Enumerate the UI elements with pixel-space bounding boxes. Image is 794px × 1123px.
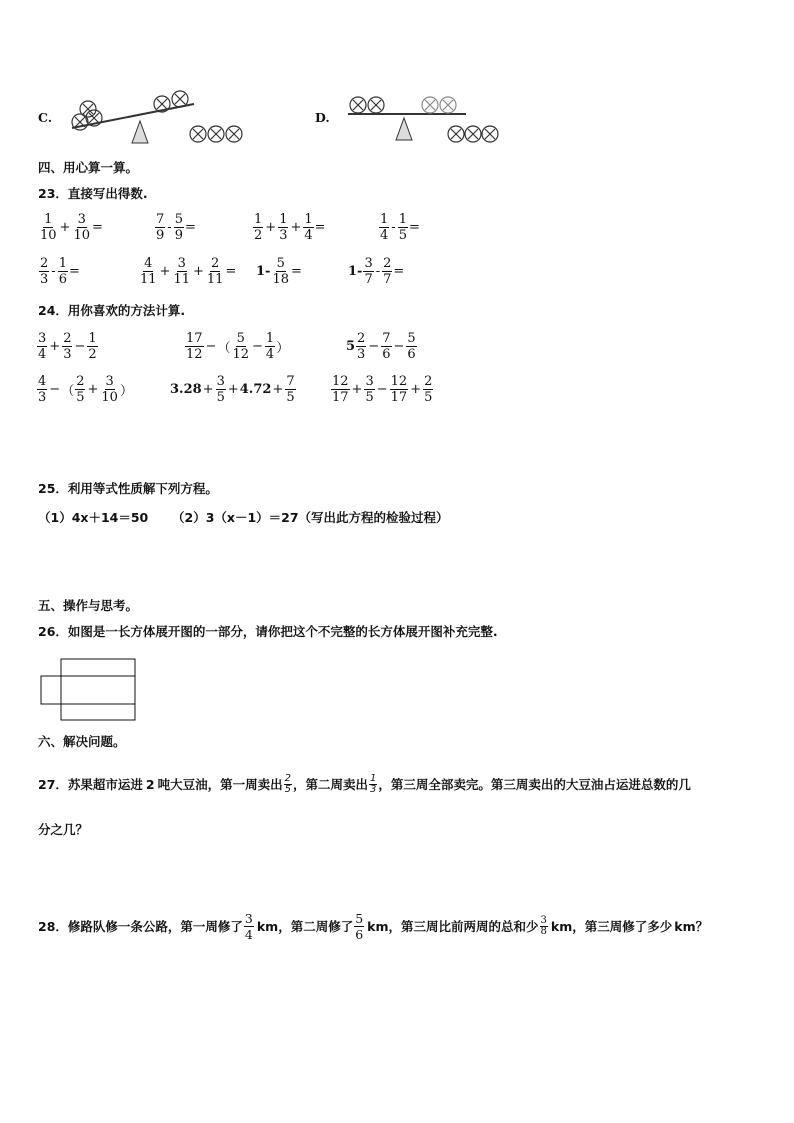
q24-expr-6: $\frac{12}{17}$ + $\frac{3}{5}$ − $\frac{12}{17}$ + $\frac{2}{5}$ [332, 374, 433, 405]
q23-expr-2: $\frac{7}{9}$ - $\frac{5}{9}$ = [156, 212, 196, 243]
section-4-title: 四、用心算一算。 [38, 160, 139, 175]
cuboid-net-figure [38, 656, 142, 724]
section-6-title: 六、解决问题。 [38, 734, 126, 749]
q23-expr-6: $\frac{4}{11}$ + $\frac{3}{11}$ + $\frac{2}{11}$ = [140, 256, 237, 287]
q23-expr-4: $\frac{1}{4}$ - $\frac{1}{5}$ = [380, 212, 420, 243]
q23-expr-3: $\frac{1}{2}$ + $\frac{1}{3}$ + $\frac{1}{4}$ = [254, 212, 326, 243]
option-c-label: C. [38, 110, 53, 125]
q23-expr-7: 1- $\frac{5}{18}$ = [256, 256, 302, 287]
q26-title: 26．如图是一长方体展开图的一部分，请你把这个不完整的长方体展开图补充完整. [38, 624, 498, 639]
q28-text: 28．修路队修一条公路，第一周修了 $\frac{3}{4}$ km ，第二周修了 $\frac{5}{6}$ km ，第三周比前两周的总和少 $\frac{3}{8}$ km ，第三周修了多少 km ？ [38, 911, 709, 942]
q27-text: 27．苏果超市运进 2 吨大豆油，第一周卖出 $\frac{2}{5}$ ，第二周卖出 $\frac{1}{3}$ ，第三周全部卖完。第三周卖出的大豆油占运进总数的几 [38, 773, 691, 795]
balance-scale-d-image [344, 88, 509, 146]
q23-expr-8: 1- $\frac{3}{7}$ - $\frac{2}{7}$ = [348, 256, 405, 287]
q24-expr-3: 5 $\frac{2}{3}$ − $\frac{7}{6}$ − $\frac{5}{6}$ [346, 331, 416, 362]
q25-equation-1: （1）4x＋14＝50 [38, 510, 149, 525]
section-5-title: 五、操作与思考。 [38, 598, 139, 613]
q24-expr-4: $\frac{4}{3}$ − （ $\frac{2}{5}$ + $\frac{3}{10}$ ） [38, 374, 133, 405]
q24-expr-5: 3.28 + $\frac{3}{5}$ + 4.72 + $\frac{7}{5}$ [170, 374, 295, 405]
balance-scale-c-image [66, 88, 256, 146]
q23-title: 23．直接写出得数. [38, 186, 148, 201]
q24-expr-1: $\frac{3}{4}$ + $\frac{2}{3}$ − $\frac{1}{2}$ [38, 331, 97, 362]
q27-text-line-2: 分之几？ [38, 822, 89, 837]
q24-title: 24．用你喜欢的方法计算. [38, 303, 186, 318]
q23-expr-5: $\frac{2}{3}$ - $\frac{1}{6}$ = [40, 256, 80, 287]
q23-expr-1: $\frac{1}{10}$ + $\frac{3}{10}$ = [40, 212, 103, 243]
q25-equation-2: （2）3（x－1）＝27（写出此方程的检验过程） [172, 510, 449, 525]
option-d-label: D. [315, 110, 330, 125]
q24-expr-2: $\frac{17}{12}$ − （ $\frac{5}{12}$ − $\frac{1}{4}$ ） [186, 331, 290, 362]
q25-title: 25．利用等式性质解下列方程。 [38, 481, 218, 496]
